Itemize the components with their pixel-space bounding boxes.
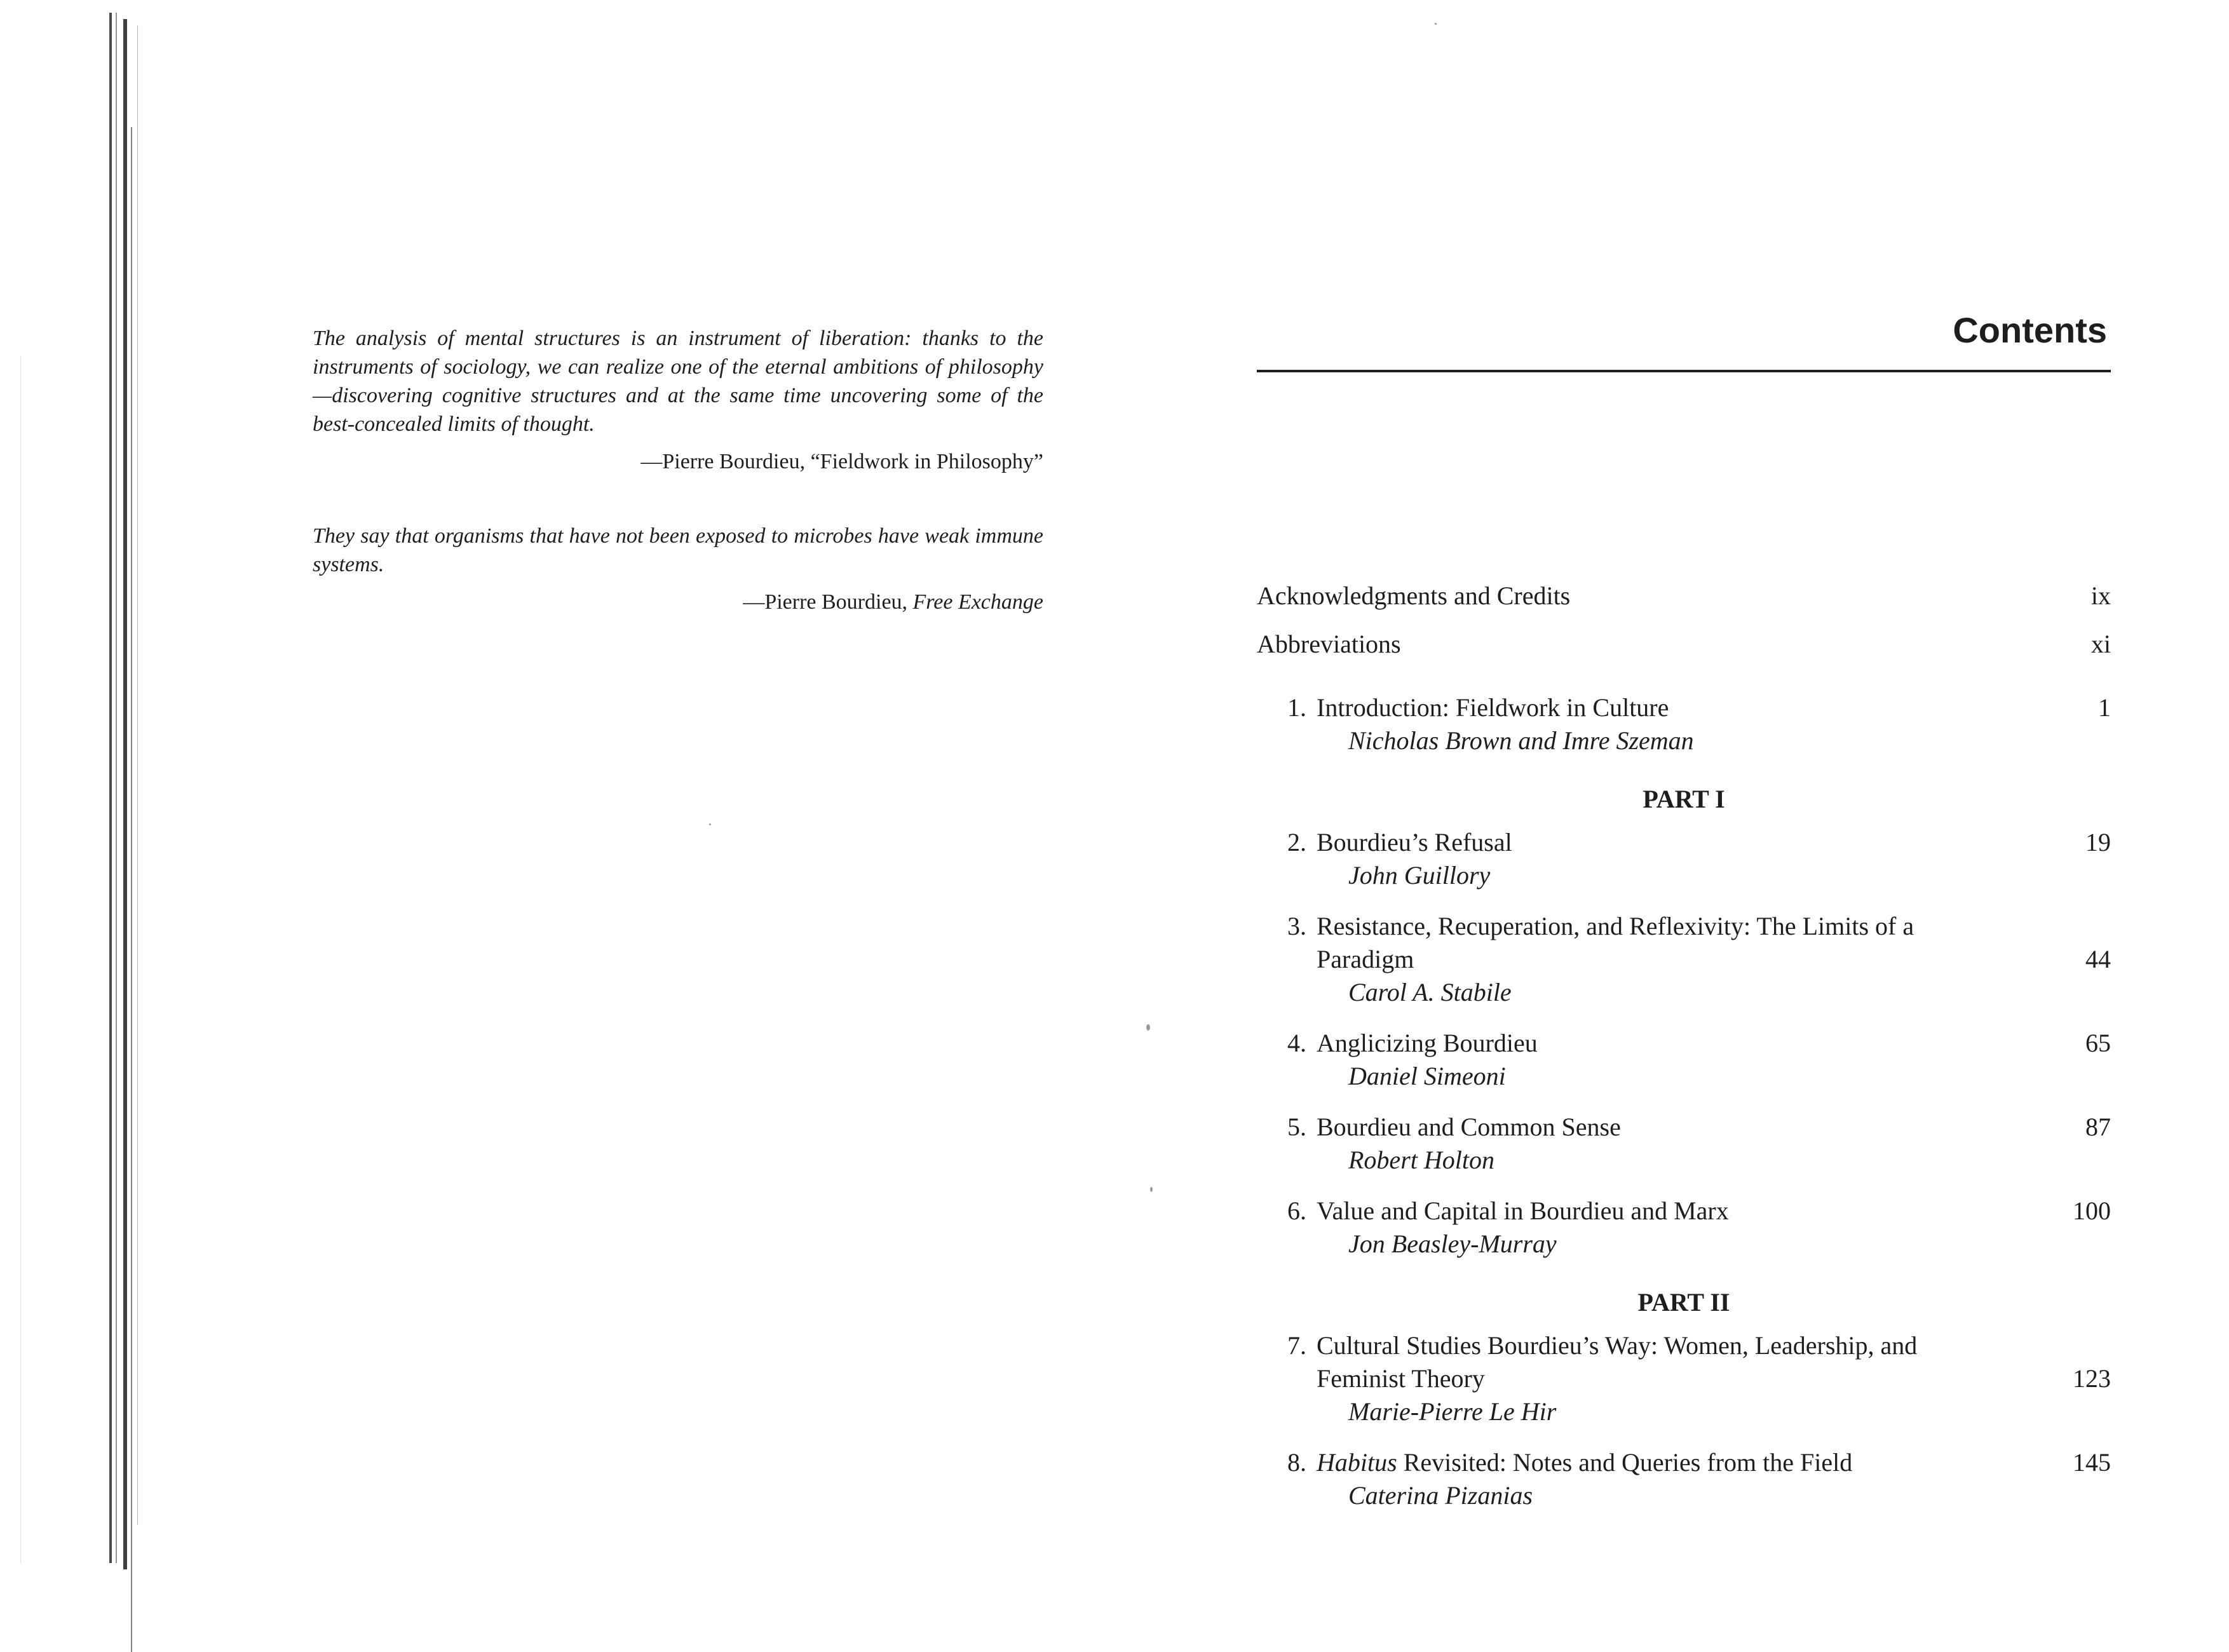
binding-line [20,356,21,1563]
toc-chapter-entry [1257,1195,2111,1261]
attribution-work: Free Exchange [912,590,1043,614]
attribution-author: —Pierre Bourdieu, [743,590,913,614]
title-rule-divider [1257,370,2111,372]
scan-speck [709,823,711,825]
chapter-title-line: Cultural Studies Bourdieu’s Way: Women, Leadership, and [1317,1331,1918,1360]
chapter-number: 4. [1287,1029,1306,1057]
contents-title: Contents [1953,310,2107,350]
chapter-author: Nicholas Brown and Imre Szeman [1348,726,1694,755]
chapter-number: 8. [1287,1448,1306,1477]
binding-line [137,25,138,1525]
epigraph [313,522,1043,616]
toc-chapter-entry [1257,1329,2111,1428]
chapter-title: Anglicizing Bourdieu [1317,1029,1538,1057]
epigraph-quote: They say that organisms that have not been exposed to microbes have weak immune systems. [313,524,1043,576]
epigraph [313,324,1043,476]
binding-line [131,127,132,1652]
chapter-author: Jon Beasley-Murray [1348,1229,1557,1258]
part-heading: PART I [1643,785,1725,813]
chapter-author: Robert Holton [1348,1146,1494,1174]
toc-chapter-entry [1257,826,2111,892]
toc-page-number: 65 [2085,1029,2111,1057]
toc-page-number: 1 [2098,693,2111,722]
toc-chapter-entry [1257,1027,2111,1093]
chapter-title: Bourdieu’s Refusal [1317,828,1512,856]
toc-entry-title: Acknowledgments and Credits [1257,581,1571,610]
chapter-author: Caterina Pizanias [1348,1481,1533,1510]
chapter-number: 3. [1287,912,1306,940]
toc-page-number: 100 [2073,1196,2111,1225]
chapter-title-italic: Habitus [1317,1448,1397,1477]
part-heading: PART II [1637,1288,1730,1317]
table-of-contents [1257,305,2111,1512]
scan-speck [1146,1024,1150,1031]
toc-page-number: 44 [2085,945,2111,973]
toc-front-matter-item [1257,579,2111,613]
attribution-author: —Pierre Bourdieu, [640,450,811,473]
chapter-author: Daniel Simeoni [1348,1062,1506,1090]
chapter-title-line: Feminist Theory [1317,1364,1485,1393]
attribution-work: “Fieldwork in Philosophy” [810,450,1043,473]
chapter-title: Bourdieu and Common Sense [1317,1113,1621,1141]
toc-chapter-entry [1257,691,2111,757]
chapter-author: Marie-Pierre Le Hir [1348,1397,1557,1426]
toc-chapter-entry [1257,1111,2111,1177]
chapter-title [1317,1446,1994,1479]
toc-chapter-entry [1257,910,2111,1009]
book-binding-gutter [0,0,152,1576]
toc-page-number: xi [2090,630,2111,658]
toc-entry-title: Abbreviations [1257,630,1401,658]
binding-line [109,13,112,1563]
chapter-title-rest: Revisited: Notes and Queries from the Field [1397,1448,1853,1477]
chapter-title-line: Paradigm [1317,945,1414,973]
chapter-title: Value and Capital in Bourdieu and Marx [1317,1196,1729,1225]
binding-line [116,13,117,1563]
epigraph-quote: The analysis of mental structures is an instrument of liberation: thanks to the instruments of sociology, we can realize one of the eternal ambitions of philosophy—discovering cognitive structures and at the same time uncovering some of the best-concealed limits of thought. [313,327,1043,436]
epigraph-attribution [313,588,1043,616]
chapter-number: 5. [1287,1113,1306,1141]
scan-speck [1435,23,1437,25]
epigraph-attribution [313,447,1043,476]
toc-chapter-entry [1257,1446,2111,1512]
chapter-number: 2. [1287,828,1306,856]
toc-page-number: ix [2090,581,2111,610]
chapter-number: 1. [1287,693,1306,722]
scan-speck [1150,1187,1153,1192]
chapter-number: 7. [1287,1331,1306,1360]
chapter-number: 6. [1287,1196,1306,1225]
epigraphs [313,324,1043,616]
binding-line [123,19,127,1569]
chapter-author: John Guillory [1348,861,1491,890]
toc-page-number: 87 [2085,1113,2111,1141]
toc-page-number: 145 [2073,1448,2111,1477]
toc-page-number: 123 [2073,1364,2111,1393]
toc-front-matter-item [1257,628,2111,661]
chapter-title-line: Resistance, Recuperation, and Reflexivity: The Limits of a [1317,912,1914,940]
toc-list [1257,579,2111,1512]
chapter-author: Carol A. Stabile [1348,978,1512,1006]
toc-page-number: 19 [2085,828,2111,856]
chapter-title: Introduction: Fieldwork in Culture [1317,693,1669,722]
